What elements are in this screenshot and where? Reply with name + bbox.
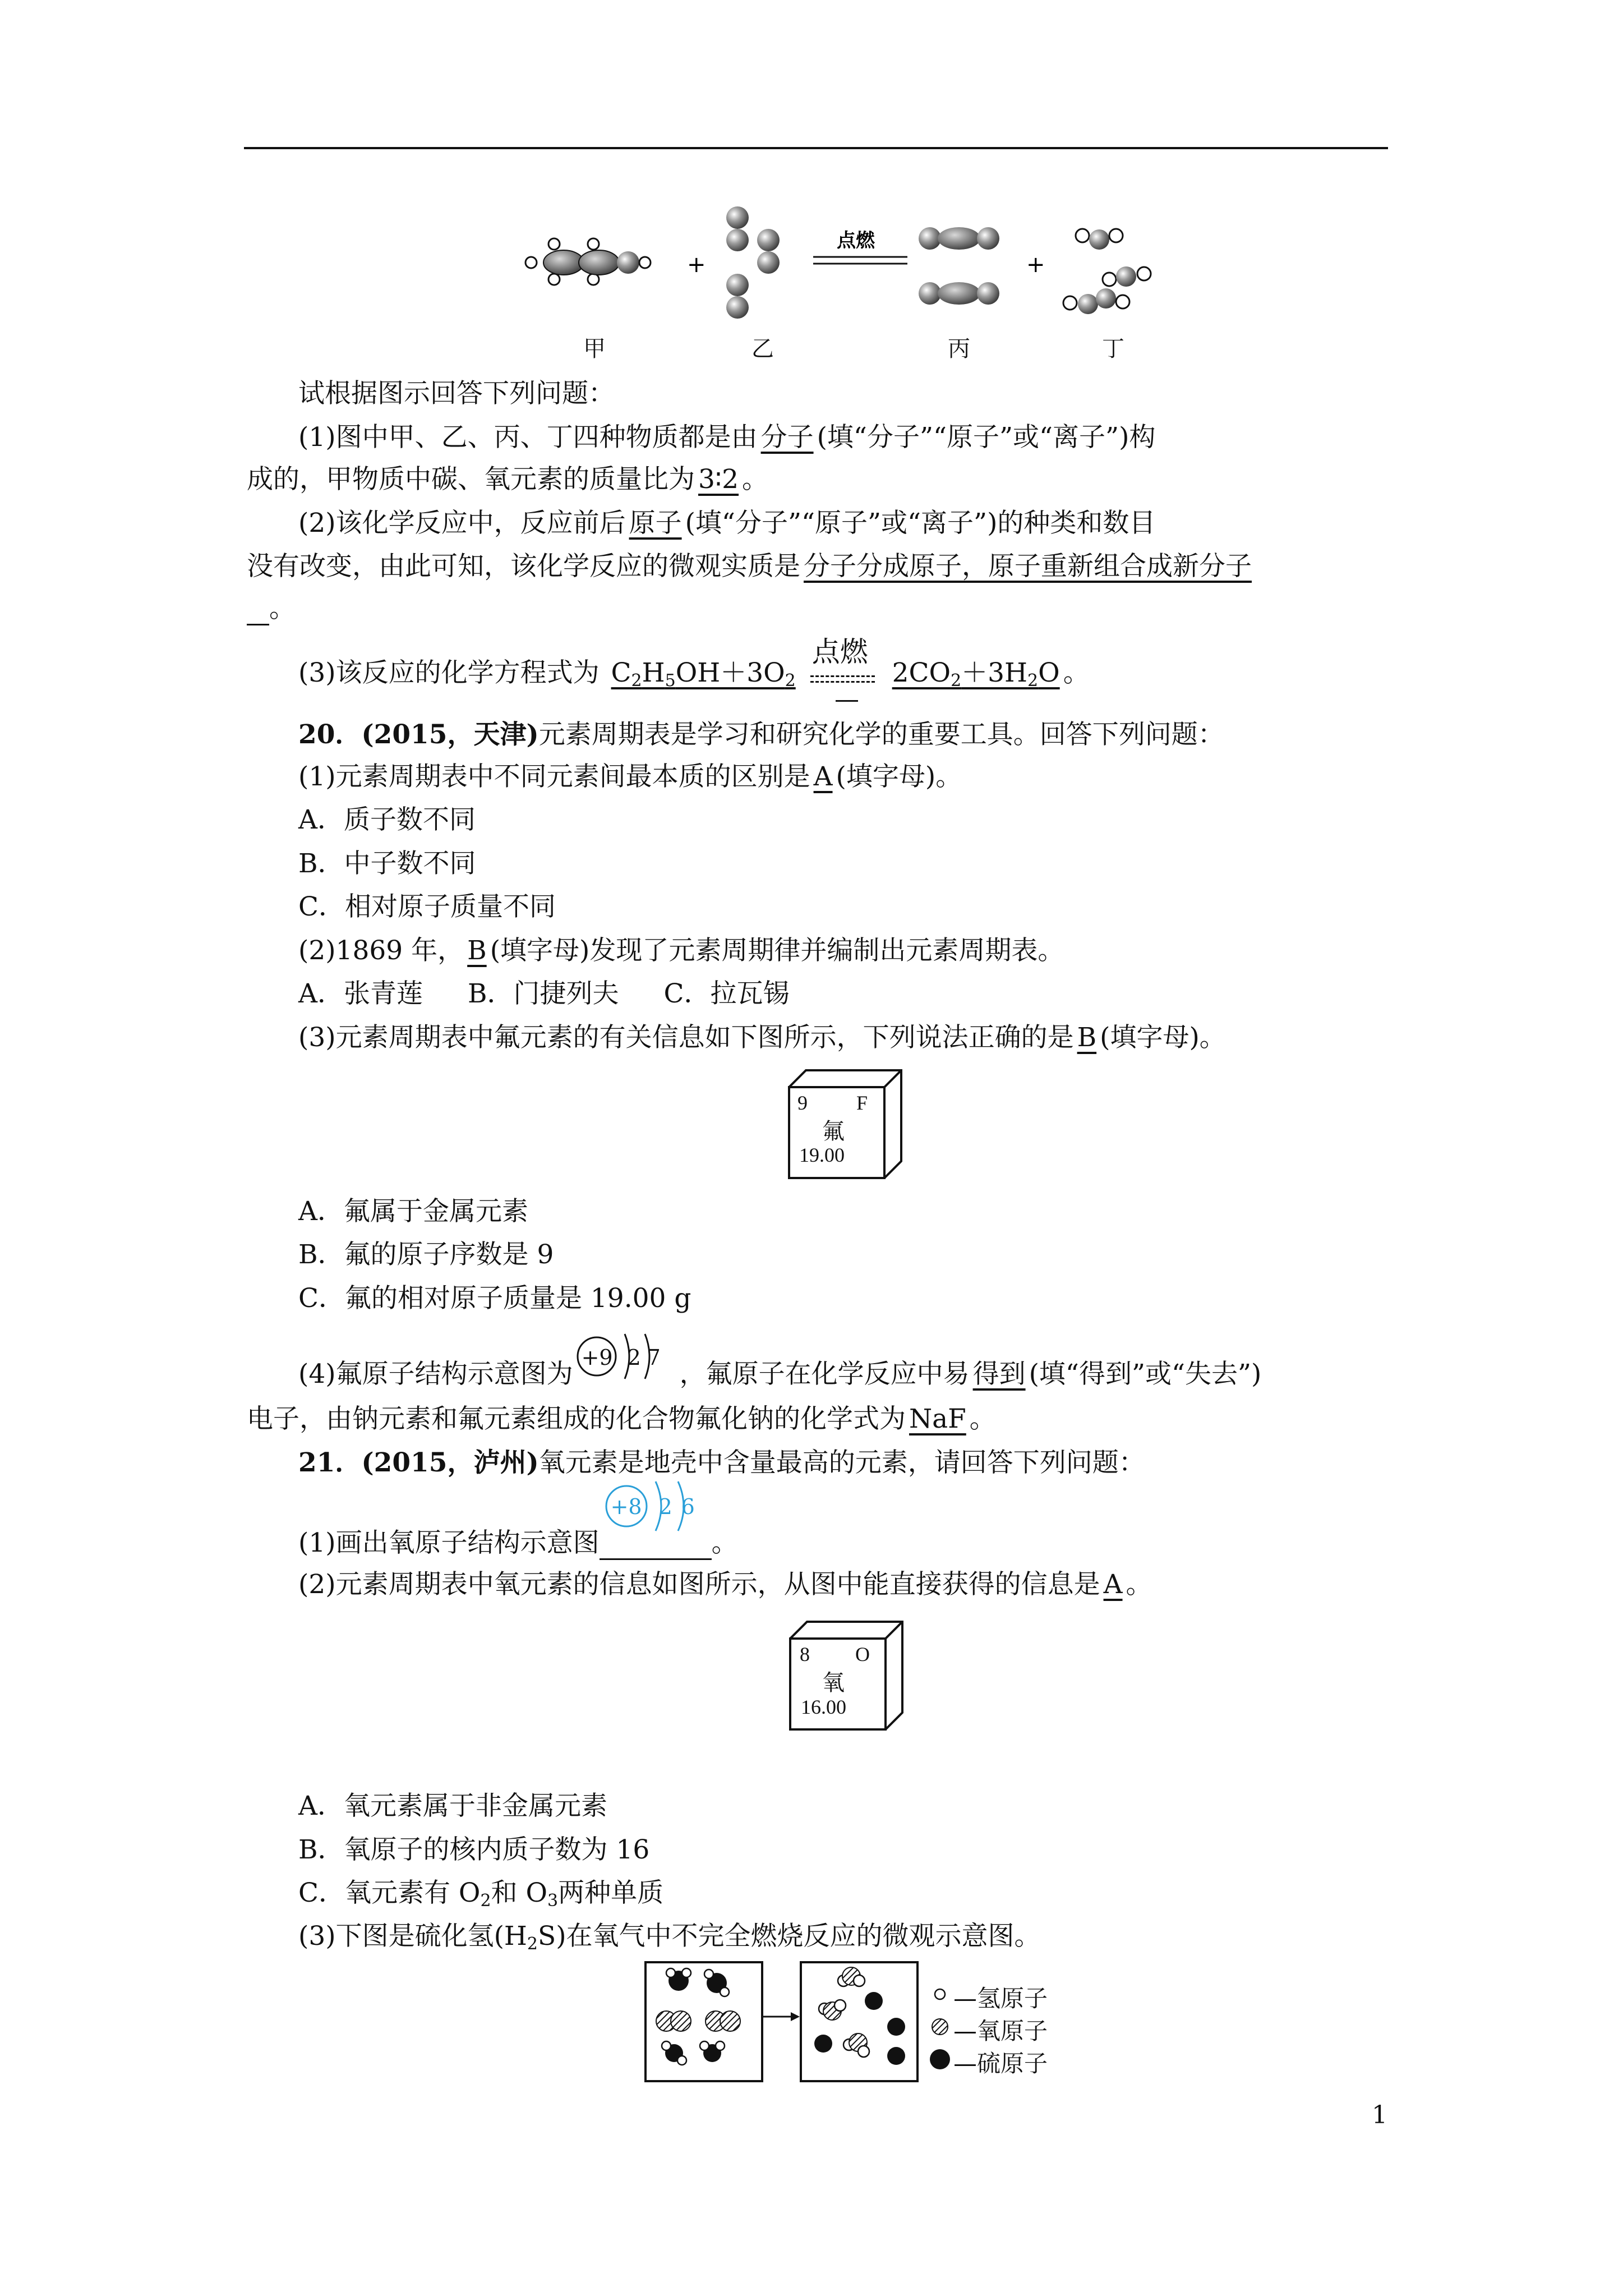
plus-sign-2: + [1026,252,1045,278]
molecule-bing [919,227,999,305]
fluorine-name: 氟 [822,1119,845,1144]
fluorine-mass: 19.00 [799,1144,845,1166]
legend-sulfur: —硫原子 [953,2050,1048,2077]
q20-option-b: B．中子数不同 [298,848,476,879]
answer-q21-2: A [1103,1569,1123,1600]
reaction-diagram [505,202,1234,370]
q19-part2-line2: 没有改变，由此可知，该化学反应的微观实质是 分子分成原子，原子重新组合成新分子 [247,550,1255,583]
oxygen-number: 8 [800,1643,810,1665]
answer-q20-4a: 得到 [972,1359,1026,1389]
q20-part4-line2: 电子，由钠元素和氟元素组成的化合物氟化钠的化学式为 NaF 。 [247,1404,996,1434]
q20-part3: (3)元素周期表中氟元素的有关信息如下图所示，下列说法正确的是 B (填字母)。 [298,1022,1226,1053]
q20-option-a: A．质子数不同 [298,804,476,835]
q21-part3: (3)下图是硫化氢$(H_2S)$在氧气中不完全燃烧反应的微观示意图。 [298,1921,1041,1954]
molecule-yi [726,206,780,319]
intro-text: 试根据图示回答下列问题： [298,378,615,409]
q20-part2: (2)1869 年， B (填字母)发现了元素周期律并编制出元素周期表。 [298,935,1064,966]
q21-option-b: B．氧原子的核内质子数为 16 [298,1834,650,1865]
q19-part1-line1: (1)图中甲、乙、丙、丁四种物质都是由 分子 (填“分子”“原子”或“离子”)构 [298,422,1156,453]
oxygen-mass: 16.00 [801,1696,846,1718]
q19-part2-line3: 。 [247,592,296,625]
q21-heading: 21．(2015，泸州)氧元素是地壳中含量最高的元素，请回答下列问题： [298,1447,1145,1478]
answer-fenzi: 分子 [760,422,814,453]
legend-hydrogen: —氢原子 [953,1985,1048,2012]
label-ding: 丁 [1102,336,1124,362]
q21-part2: (2)元素周期表中氧元素的信息如图所示，从图中能直接获得的信息是 A 。 [298,1569,1152,1600]
q20-3-option-b: B．氟的原子序数是 9 [298,1239,554,1270]
label-bing: 丙 [948,336,970,362]
answer-micro-essence: 分子分成原子，原子重新组合成新分子 [804,551,1252,582]
sulfur-atom-icon [930,2049,950,2069]
fluorine-atom-structure: +9 2 7 [573,1358,680,1391]
q20-3-option-c: C．氟的相对原子质量是 19.00 g [298,1283,691,1314]
answer-q20-3: B [1077,1022,1097,1053]
page-number: 1 [1372,2101,1387,2129]
fluorine-symbol: F [856,1092,868,1114]
hydrogen-atom-icon [935,1989,945,1999]
q19-part2-line1: (2)该化学反应中，反应前后 原子 (填“分子”“原子”或“离子”)的种类和数目 [298,508,1156,539]
label-yi: 乙 [751,336,774,362]
q20-3-option-a: A．氟属于金属元素 [298,1196,528,1227]
h2s-combustion-diagram [644,1961,1132,2090]
oxygen-symbol: O [855,1643,870,1665]
q20-part1: (1)元素周期表中不同元素间最本质的区别是 A (填字母)。 [298,761,962,792]
oxygen-atom-structure: +8 2 6 [600,1525,712,1560]
q21-part1: (1)画出氧原子结构示意图 +8 2 6 。 [298,1525,738,1560]
legend-oxygen: —氧原子 [953,2017,1048,2045]
answer-mass-ratio: 3∶2 [698,464,739,495]
plus-sign: + [687,252,706,278]
q19-part3: (3)该反应的化学方程式为 $C_2H_5OH+3O_2$ 点燃 $2CO_2+3H_2O$ 。 [298,656,1090,698]
answer-yuanzi: 原子 [629,508,682,539]
reaction-condition: 点燃 [837,229,875,252]
equation-arrow: 点燃 [808,664,880,698]
molecule-jia [525,238,651,285]
q20-option-c: C．相对原子质量不同 [298,891,556,922]
header-rule [244,147,1388,149]
q21-option-a: A．氧元素属于非金属元素 [298,1791,607,1821]
answer-equation-right: $2CO_2+3H_2O$ [892,657,1060,691]
label-jia: 甲 [583,336,606,362]
answer-q20-1: A [813,761,833,792]
q21-option-c: C．氧元素有 $O_2$和 $O_3$两种单质 [298,1878,664,1911]
q20-part2-options: A．张青莲 B．门捷列夫 C．拉瓦锡 [298,978,790,1009]
answer-q20-2: B [467,935,487,966]
oxygen-atom-icon [932,2019,948,2035]
answer-q20-4b: NaF [909,1404,966,1434]
q20-part4-line1: (4)氟原子结构示意图为 +9 2 7 ，氟原子在化学反应中易 得到 (填“得到”或“失去”) [298,1358,1261,1391]
q20-heading: 20．(2015，天津)元素周期表是学习和研究化学的重要工具。回答下列问题： [298,719,1224,750]
fluorine-number: 9 [797,1092,808,1114]
answer-equation-left: $C_2H_5OH+3O_2$ [611,657,796,691]
oxygen-name: 氧 [822,1670,845,1696]
q19-part1-line2: 成的，甲物质中碳、氧元素的质量比为 3∶2 。 [247,464,769,495]
molecule-ding [1063,229,1151,314]
